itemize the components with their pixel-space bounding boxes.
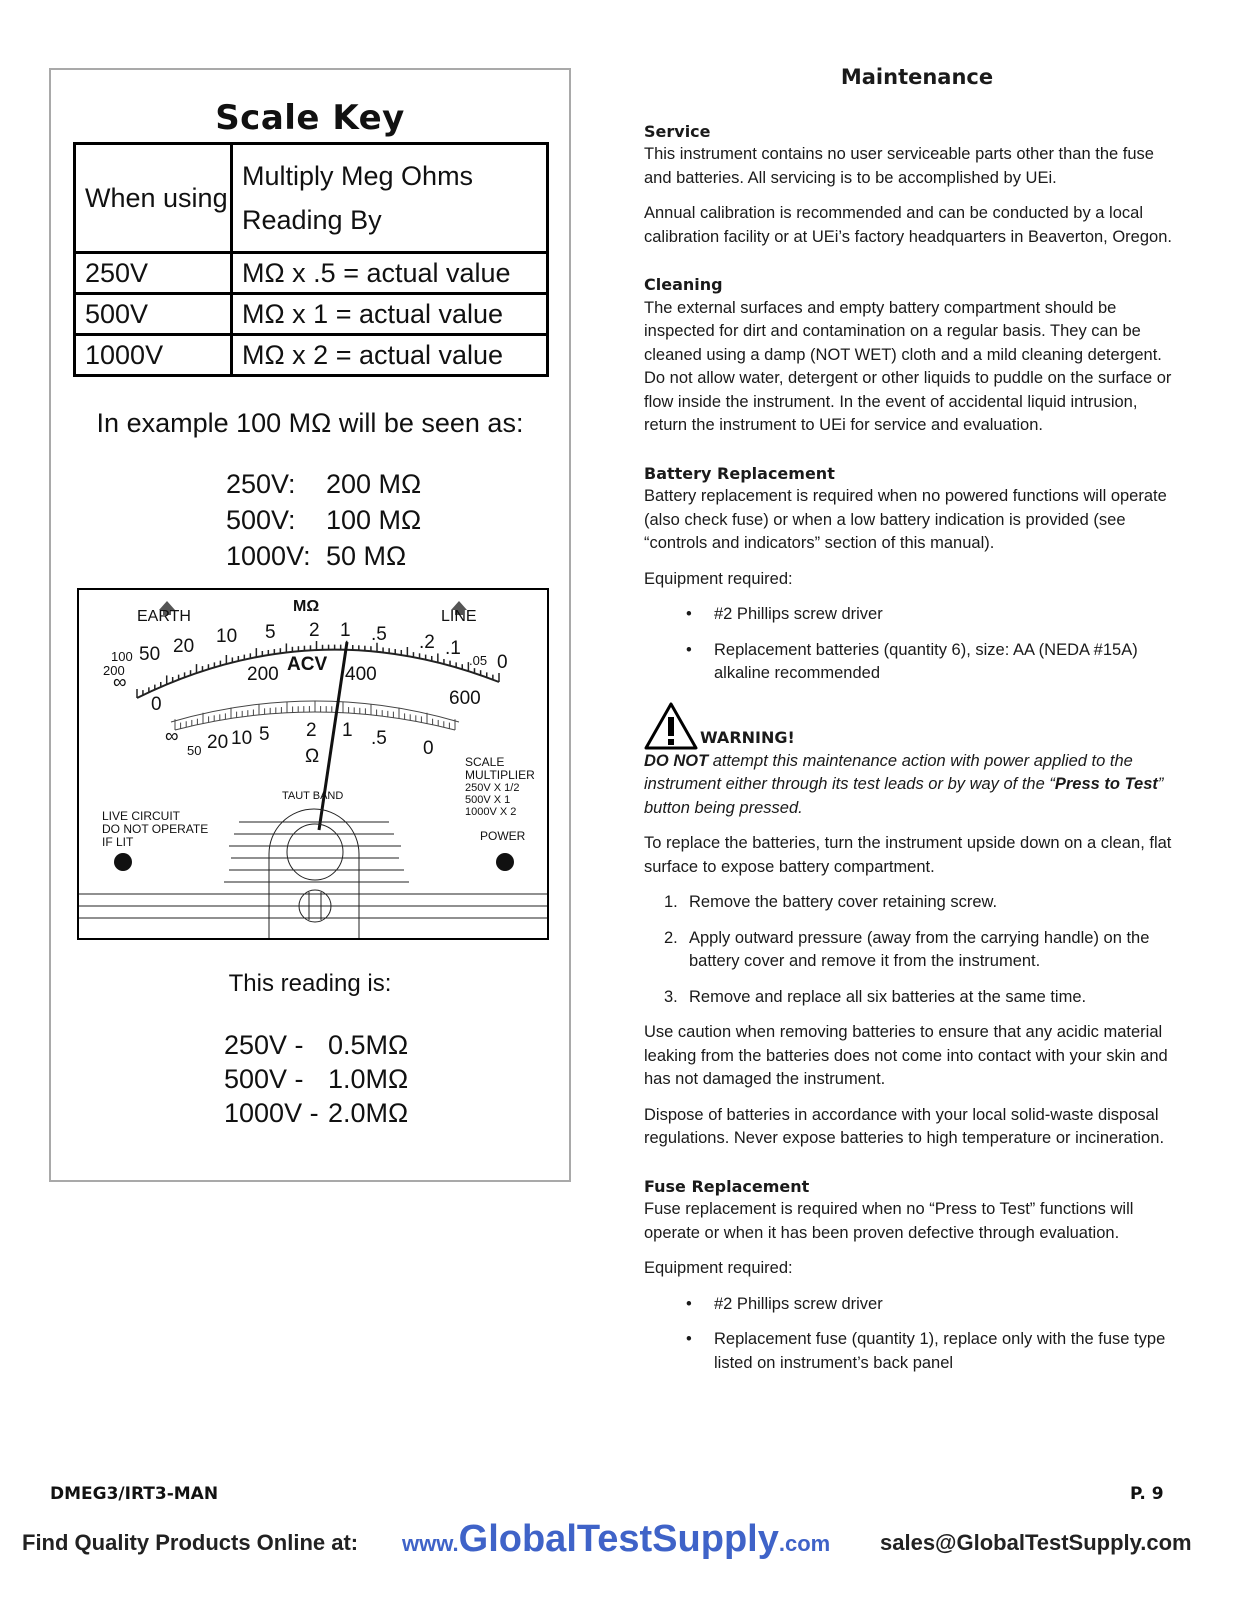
reading-voltage: 250V -	[224, 1030, 304, 1060]
scale-key-table	[73, 142, 549, 377]
earth-label: EARTH	[137, 608, 191, 625]
reading-voltage: 500V -	[224, 1064, 304, 1094]
scale-label: 200	[103, 663, 125, 678]
reading-row	[224, 1096, 408, 1130]
row-rule: MΩ x .5 = actual value	[232, 253, 548, 294]
example-voltage: 250V:	[226, 469, 296, 499]
example-heading: In example 100 MΩ will be seen as:	[96, 408, 524, 438]
service-paragraph: This instrument contains no user serviceable parts other than the fuse and batteries. All servicing is to be accomplished by UEi.	[644, 145, 1154, 187]
scale-label: .1	[445, 638, 461, 659]
fuse-equipment-list	[644, 1293, 1184, 1376]
scale-multiplier-line: 250V X 1/2	[465, 782, 520, 794]
lower-scale-label: 20	[207, 732, 229, 753]
equipment-required: Equipment required:	[644, 1259, 793, 1277]
list-item: • #2 Phillips screw driver	[644, 603, 1184, 627]
power-light	[496, 853, 514, 871]
scale-multiplier-line: SCALE	[465, 755, 505, 769]
website-name: GlobalTestSupply	[458, 1518, 779, 1560]
battery-paragraph: Dispose of batteries in accordance with your local solid-waste disposal regulations. Never expose batteries to high temperature or incineration.	[644, 1105, 1165, 1147]
live-circuit-line: LIVE CIRCUIT	[102, 809, 181, 823]
list-item: • Replacement batteries (quantity 6), size: AA (NEDA #15A) alkaline recommended	[644, 639, 1184, 686]
battery-paragraph: To replace the batteries, turn the instrument upside down on a clean, flat surface to expose battery compartment.	[644, 834, 1172, 876]
reading-heading: This reading is:	[228, 970, 392, 997]
scale-label: 100	[111, 649, 133, 664]
website-com: .com	[778, 1531, 831, 1556]
example-value: 100 MΩ	[326, 505, 422, 535]
list-item	[644, 927, 1184, 974]
lower-scale-label: 1	[342, 720, 353, 741]
mohm-label: MΩ	[293, 598, 320, 615]
example-voltage: 1000V:	[226, 541, 311, 571]
service-paragraph: Annual calibration is recommended and can be conducted by a local calibration facility or at UEi’s factory headquarters in Beaverton, Oregon.	[644, 204, 1172, 246]
example-row	[226, 538, 421, 574]
scale-label: ∞	[113, 672, 127, 693]
row-voltage: 500V	[75, 294, 232, 335]
scale-key-panel	[49, 68, 571, 1182]
lower-scale-label: 0	[423, 738, 434, 759]
reading-list	[224, 1028, 408, 1130]
step-text: Remove the battery cover retaining screw.	[689, 893, 998, 911]
power-label: POWER	[480, 829, 526, 843]
list-item: • #2 Phillips screw driver	[644, 1293, 1184, 1317]
website-link[interactable]	[402, 1518, 830, 1561]
battery-title: Battery Replacement	[644, 463, 835, 483]
website-www: www.	[402, 1531, 459, 1556]
line-label: LINE	[441, 608, 477, 625]
scale-label: 0	[497, 652, 508, 673]
step-text: Apply outward pressure (away from the carrying handle) on the battery cover and remove it from the instrument.	[689, 928, 1150, 970]
warning-mid: attempt this maintenance action with power applied to the instrument either through its test leads or by way of the “	[644, 751, 1133, 793]
equipment-required: Equipment required:	[644, 569, 793, 588]
acv-scale-label: 400	[345, 664, 377, 685]
row-rule: MΩ x 1 = actual value	[232, 294, 548, 335]
warning-title: WARNING!	[700, 728, 795, 747]
step-number: 1.	[664, 893, 678, 911]
lower-scale-label: 2	[306, 720, 317, 741]
list-item	[644, 986, 1184, 1010]
list-item	[644, 891, 1184, 915]
reading-row	[224, 1062, 408, 1096]
scale-label: 1	[340, 620, 351, 641]
scale-label: .05	[469, 653, 488, 668]
lower-scale-label: 50	[187, 743, 202, 758]
reading-value: 2.0MΩ	[328, 1098, 409, 1128]
acv-scale-label: 200	[247, 664, 279, 685]
header-multiply-line2: Reading By	[242, 205, 382, 235]
page-number: P. 9	[1130, 1484, 1164, 1504]
warning-bold: Press to Test	[1054, 775, 1158, 793]
warning-heading	[644, 698, 1184, 750]
maintenance-title: Maintenance	[840, 65, 994, 89]
scale-multiplier-line: MULTIPLIER	[465, 768, 535, 782]
list-item: • Replacement fuse (quantity 1), replace only with the fuse type listed on instrument’s back panel	[644, 1328, 1184, 1375]
step-text: Remove and replace all six batteries at the same time.	[689, 987, 1087, 1006]
scale-label: 5	[265, 622, 276, 643]
meter-face-illustration	[77, 588, 549, 940]
table-header-row	[75, 144, 548, 253]
scale-multiplier-line: 500V X 1	[465, 794, 511, 806]
cleaning-title: Cleaning	[644, 275, 723, 294]
header-when-using: When using	[75, 144, 232, 253]
scale-label: .2	[419, 632, 435, 653]
service-title: Service	[644, 121, 711, 141]
battery-steps	[644, 891, 1184, 1009]
acv-label: ACV	[287, 654, 328, 675]
row-rule: MΩ x 2 = actual value	[232, 335, 548, 376]
example-row	[226, 466, 421, 502]
live-circuit-line: IF LIT	[102, 835, 134, 849]
warning-text	[644, 750, 1184, 821]
fuse-title: Fuse Replacement	[644, 1176, 810, 1196]
row-voltage: 250V	[75, 253, 232, 294]
example-row	[226, 502, 421, 538]
omega-label: Ω	[305, 746, 320, 767]
email-link[interactable]: sales@GlobalTestSupply.com	[880, 1530, 1192, 1555]
taut-band-label: TAUT BAND	[282, 790, 344, 802]
scale-label: 50	[139, 644, 161, 665]
row-voltage: 1000V	[75, 335, 232, 376]
step-number: 3.	[664, 987, 678, 1006]
warning-lead: DO NOT	[644, 751, 709, 770]
warning-triangle-icon	[644, 702, 698, 750]
table-row	[75, 253, 548, 294]
reading-row	[224, 1028, 408, 1062]
scale-multiplier-line: 1000V X 2	[465, 806, 517, 818]
warning-end: ” button being pressed.	[644, 775, 1164, 817]
step-number: 2.	[664, 928, 678, 947]
scale-label: 2	[309, 620, 320, 641]
scale-label: 20	[173, 636, 195, 657]
find-products-text: Find Quality Products Online at:	[22, 1530, 359, 1555]
reading-value: 1.0MΩ	[328, 1064, 409, 1094]
scale-label: 10	[216, 626, 238, 647]
header-multiply	[232, 144, 548, 253]
live-circuit-line: DO NOT OPERATE	[102, 822, 209, 836]
example-value: 50 MΩ	[326, 541, 407, 571]
example-voltage: 500V:	[226, 505, 296, 535]
maintenance-section	[644, 66, 1184, 1387]
reading-value: 0.5MΩ	[328, 1030, 409, 1060]
acv-scale-label: 600	[449, 688, 481, 709]
battery-paragraph: Battery replacement is required when no powered functions will operate (also check fuse) or when a low battery indication is provided (see “controls and indicators” section of this manual).	[644, 487, 1167, 552]
table-row	[75, 294, 548, 335]
scale-label: .5	[371, 624, 387, 645]
battery-paragraph: Use caution when removing batteries to ensure that any acidic material leaking from the batteries does not come into contact with your skin and has not damaged the instrument.	[644, 1023, 1168, 1088]
cleaning-paragraph: The external surfaces and empty battery compartment should be inspected for dirt and contamination on a regular basis. They can be cleaned using a damp (NOT WET) cloth and a mild cleaning detergent. Do not allow water, detergent or other liquids to puddle on the surface or flow inside the instrument. In the event of accidental liquid intrusion, return the instrument to UEi for service and evaluation.	[644, 298, 1172, 434]
example-list	[226, 466, 421, 574]
live-circuit-light	[114, 853, 132, 871]
scale-key-title: Scale Key	[215, 98, 405, 138]
example-value: 200 MΩ	[326, 469, 422, 499]
lower-scale-label: 10	[231, 728, 253, 749]
reading-voltage: 1000V -	[224, 1098, 319, 1128]
lower-scale-label: 5	[259, 724, 270, 745]
header-multiply-line1: Multiply Meg Ohms	[242, 161, 474, 191]
acv-scale-label: 0	[151, 694, 162, 715]
document-id: DMEG3/IRT3-MAN	[50, 1484, 219, 1504]
lower-scale-label: .5	[371, 728, 387, 749]
table-row	[75, 335, 548, 376]
fuse-paragraph: Fuse replacement is required when no “Press to Test” functions will operate or when it has been proven defective through evaluation.	[644, 1200, 1134, 1242]
battery-equipment-list	[644, 603, 1184, 686]
lower-scale-label: ∞	[165, 726, 179, 747]
